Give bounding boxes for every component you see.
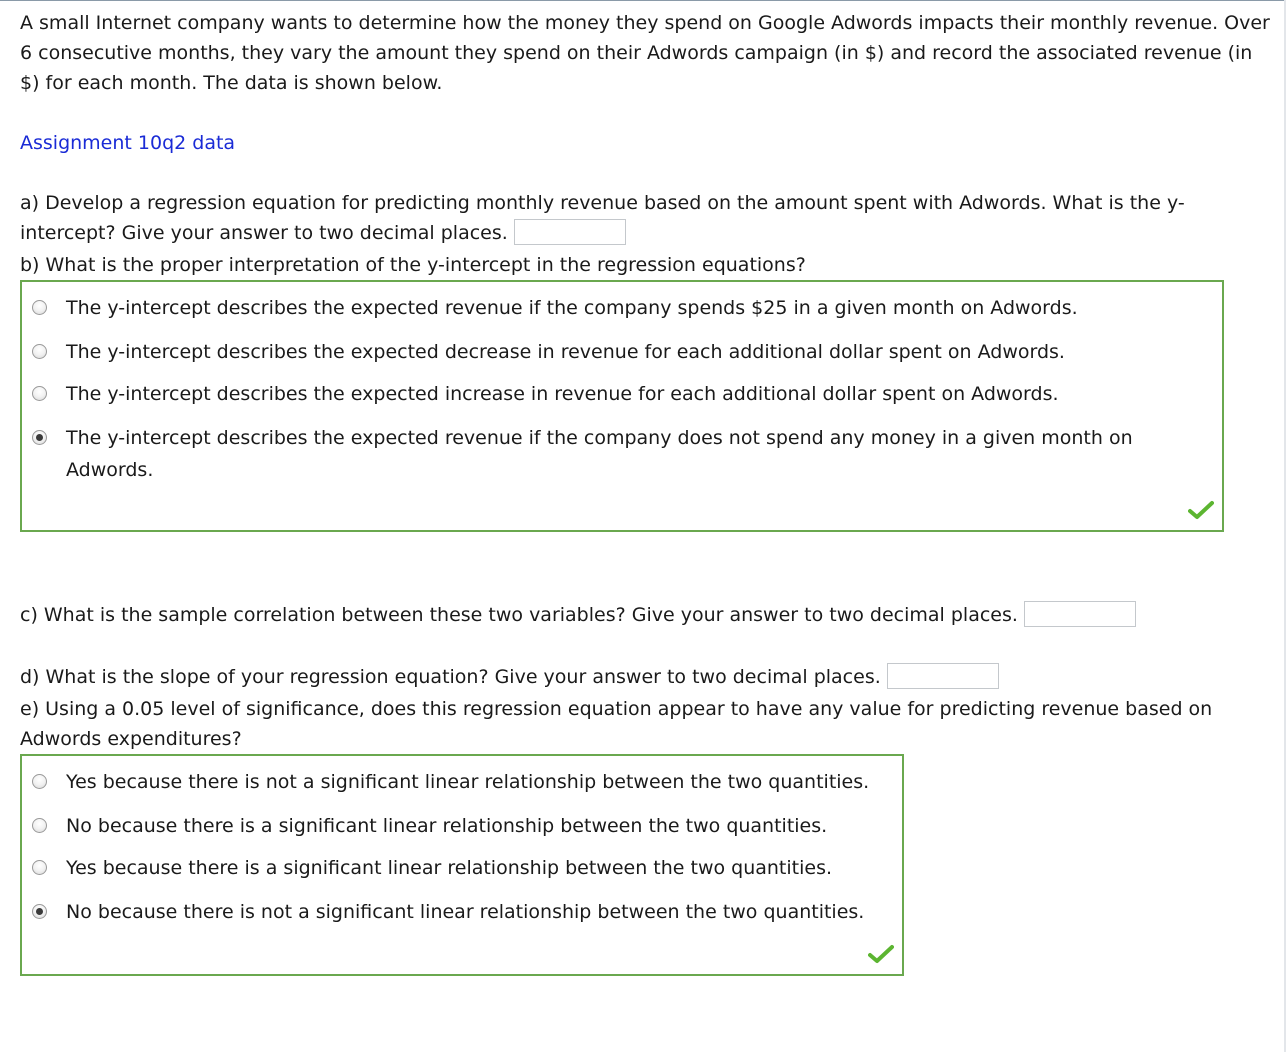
question-a-text: a) Develop a regression equation for predicting monthly revenue based on the amount spent with Adwords. What is the y-intercept? Give your answer to two decimal places.: [20, 192, 1185, 244]
problem-intro: A small Internet company wants to determine how the money they spend on Google Adwords impacts their monthly revenue. Over 6 consecutive months, they vary the amount they spend on their Adwords campaign (in $) and record the associated revenue (in $) for each month. The data is shown below.: [20, 12, 1270, 94]
radio-button[interactable]: [32, 860, 47, 875]
question-c: [20, 600, 1270, 630]
choice-b-3[interactable]: [66, 378, 1186, 410]
choice-label: No because there is a significant linear relationship between the two quantities.: [66, 815, 828, 837]
radio-button[interactable]: [32, 386, 47, 401]
radio-button[interactable]: [32, 818, 47, 833]
question-d: [20, 662, 1270, 692]
question-e-text: e) Using a 0.05 level of significance, does this regression equation appear to have any value for predicting revenue based on Adwords expenditures?: [20, 698, 1213, 750]
data-link[interactable]: Assignment 10q2 data: [20, 132, 236, 154]
correlation-input[interactable]: [1024, 601, 1136, 627]
question-c-text: c) What is the sample correlation between these two variables? Give your answer to two decimal places.: [20, 604, 1018, 626]
choice-label: No because there is not a significant linear relationship between the two quantities.: [66, 901, 865, 923]
choice-e-4[interactable]: [66, 896, 1186, 928]
y-intercept-input[interactable]: [514, 219, 626, 245]
question-a: [20, 188, 1240, 248]
choice-label: The y-intercept describes the expected revenue if the company spends $25 in a given month on Adwords.: [66, 297, 1078, 319]
radio-button[interactable]: [32, 774, 47, 789]
choice-e-1[interactable]: [66, 766, 1186, 798]
slope-input[interactable]: [887, 663, 999, 689]
choice-b-4[interactable]: [66, 422, 1186, 486]
choice-b-2[interactable]: [66, 336, 1186, 368]
top-divider: [0, 0, 1286, 1]
radio-button[interactable]: [32, 344, 47, 359]
choice-b-1[interactable]: [66, 292, 1186, 324]
choice-label: The y-intercept describes the expected revenue if the company does not spend any money in a given month on Adwords.: [66, 427, 1133, 481]
choice-label: Yes because there is a significant linear relationship between the two quantities.: [66, 857, 833, 879]
choice-e-3[interactable]: [66, 852, 1186, 884]
choice-e-2[interactable]: [66, 810, 1186, 842]
radio-button-selected[interactable]: [32, 904, 47, 919]
choice-label: Yes because there is not a significant linear relationship between the two quantities.: [66, 771, 870, 793]
check-icon: [1188, 500, 1214, 520]
radio-button[interactable]: [32, 300, 47, 315]
question-e-choices: [20, 754, 904, 976]
radio-button-selected[interactable]: [32, 430, 47, 445]
choice-label: The y-intercept describes the expected decrease in revenue for each additional dollar spent on Adwords.: [66, 341, 1065, 363]
question-b-choices: [20, 280, 1224, 532]
choice-label: The y-intercept describes the expected increase in revenue for each additional dollar spent on Adwords.: [66, 383, 1059, 405]
question-b-text: b) What is the proper interpretation of the y-intercept in the regression equations?: [20, 254, 806, 276]
question-d-text: d) What is the slope of your regression equation? Give your answer to two decimal places.: [20, 666, 881, 688]
check-icon: [868, 944, 894, 964]
